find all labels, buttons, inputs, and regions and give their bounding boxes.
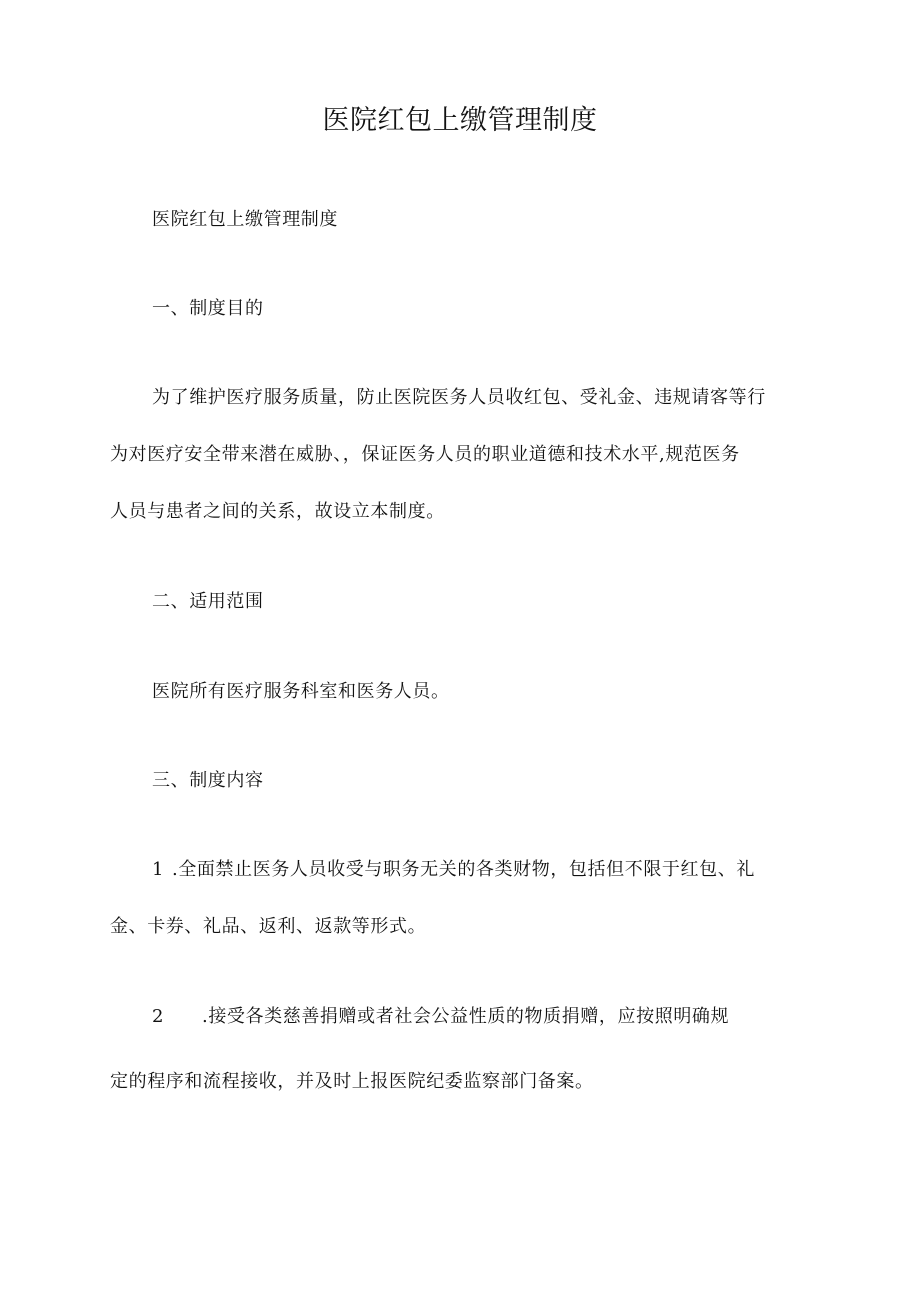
- content-item-1-line-1: [152, 858, 755, 882]
- content-item-2-line-2: 定的程序和流程接收，并及时上报医院纪委监察部门备案。: [110, 1071, 594, 1092]
- purpose-paragraph-line-3: 人员与患者之间的关系，故设立本制度。: [110, 501, 445, 522]
- section-heading-scope: 二、适用范围: [152, 591, 264, 612]
- section-heading-content: 三、制度内容: [152, 770, 264, 791]
- scope-paragraph: 医院所有医疗服务科室和医务人员。: [152, 681, 450, 702]
- purpose-paragraph-line-2: 为对医疗安全带来潜在威胁、，保证医务人员的职业道德和技术水平,规范医务: [110, 444, 740, 465]
- section-heading-purpose: 一、制度目的: [152, 298, 264, 319]
- content-item-1-line-2: 金、卡券、礼品、返利、返款等形式。: [110, 916, 427, 937]
- content-item-1-text: .全面禁止医务人员收受与职务无关的各类财物，包括但不限于红包、礼: [172, 859, 755, 880]
- content-item-2-number: 2: [152, 1006, 165, 1027]
- content-item-1-number: 1: [152, 859, 165, 880]
- document-title: 医院红包上缴管理制度: [322, 105, 598, 136]
- content-item-2-text: .接受各类慈善捐赠或者社会公益性质的物质捐赠，应按照明确规: [202, 1006, 730, 1027]
- content-item-2-line-1: [152, 1005, 729, 1029]
- document-subtitle: 医院红包上缴管理制度: [152, 209, 338, 230]
- purpose-paragraph-line-1: 为了维护医疗服务质量，防止医院医务人员收红包、受礼金、违规请客等行: [152, 387, 766, 408]
